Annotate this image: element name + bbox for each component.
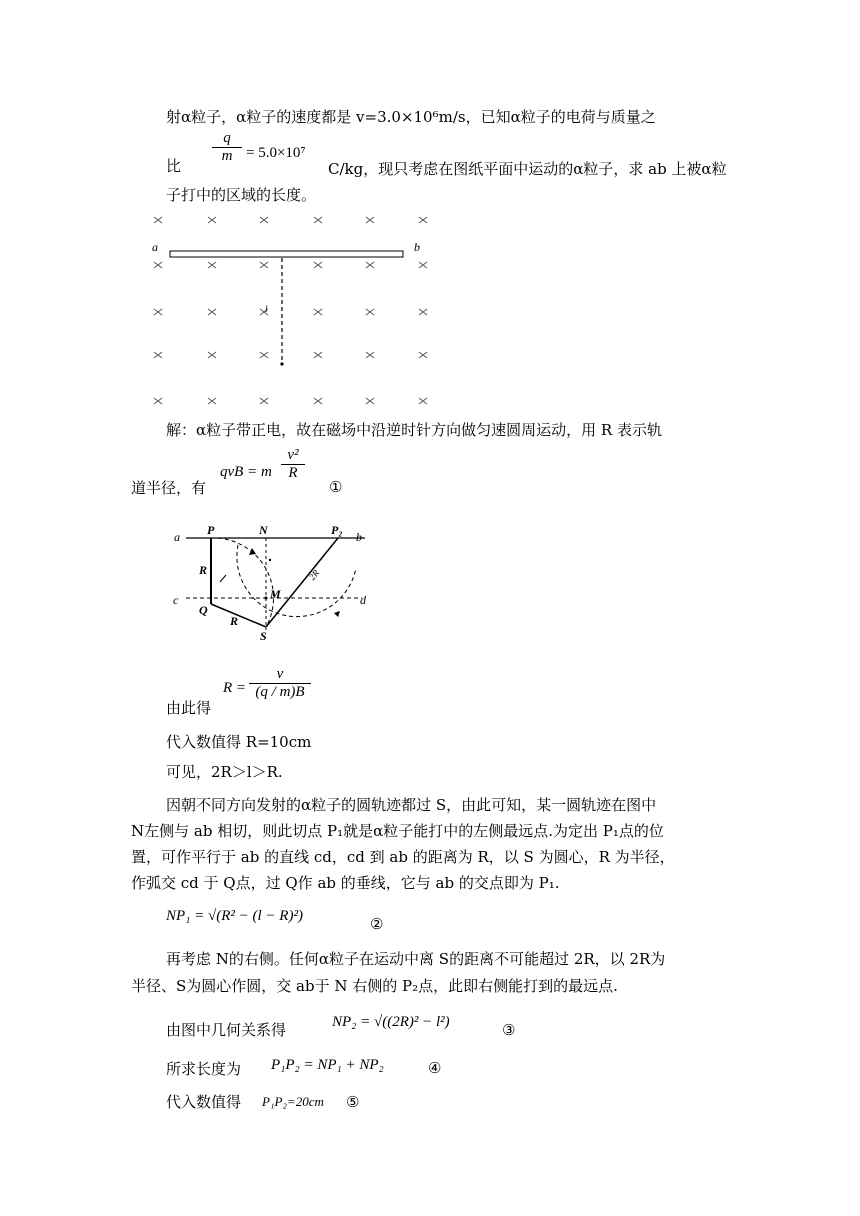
eqR-fraction (249, 666, 311, 701)
problem-line-2-bi: 比 (166, 157, 182, 175)
eq4-number: ④ (428, 1059, 442, 1077)
fig2-label-P2: P₂ (331, 523, 343, 537)
eq2-number: ② (370, 915, 384, 933)
eqR-numerator: v (249, 666, 311, 684)
problem-line-3: 子打中的区域的长度。 (166, 186, 317, 204)
solution-line-2: 道半径，有 (131, 479, 207, 497)
inequality: 可见，2R＞l＞R. (166, 763, 283, 781)
fig2-label-N: N (259, 523, 268, 537)
substitute-R: 代入数值得 R=10cm (166, 733, 312, 751)
fig2-label-M: M (270, 587, 281, 601)
point-M (265, 597, 268, 600)
fraction-denominator: m (221, 148, 233, 164)
eqR-prefix: 由此得 (166, 699, 212, 717)
segment-SP2 (266, 538, 338, 627)
fig2-label-b: b (356, 530, 362, 544)
eq2: NP₁ = √(R² − (l − R)²) (166, 908, 303, 924)
ratio-value: = 5.0×10⁷ (246, 145, 306, 161)
fig1-label-a: a (152, 240, 158, 254)
mid-dot (269, 559, 271, 561)
para2-line-2: N左侧与 ab 相切，则此切点 P₁就是α粒子能打中的左侧最远点.为定出 P₁点的位 (131, 822, 664, 840)
fig2-label-d: d (360, 593, 366, 607)
fig2-label-S: S (260, 629, 267, 643)
para2-line-3: 置，可作平行于 ab 的直线 cd，cd 到 ab 的距离为 R，以 S 为圆心，R 为半径， (131, 848, 675, 866)
eq3-prefix: 由图中几何关系得 (166, 1021, 287, 1039)
para3-line-2: 半径、S为圆心作圆，交 ab于 N 右侧的 P₂点，此即右侧能打到的最远点. (131, 977, 618, 995)
fraction-numerator: q (212, 130, 242, 148)
fig2-label-R1: R (199, 563, 208, 577)
eq5: P₁P₂=20cm (262, 1094, 324, 1109)
problem-line-2-rest: C/kg，现只考虑在图纸平面中运动的α粒子，求 ab 上被α粒 (328, 160, 727, 178)
eq1-denominator: R (288, 465, 298, 481)
eqR-left: R = (223, 680, 247, 696)
eq4-prefix: 所求长度为 (166, 1060, 242, 1078)
fig2-label-P: P (207, 523, 215, 537)
eq1-number: ① (329, 478, 343, 496)
eq3: NP₂ = √((2R)² − l²) (332, 1014, 450, 1030)
eq5-prefix: 代入数值得 (166, 1093, 242, 1111)
para2-line-1: 因朝不同方向发射的α粒子的圆轨迹都过 S，由此可知，某一圆轨迹在图中 (166, 796, 657, 814)
solution-line-1: 解：α粒子带正电，故在磁场中沿逆时针方向做匀速圆周运动，用 R 表示轨 (166, 421, 662, 439)
fig2-label-R2: R (230, 614, 239, 628)
arrow-head-1 (249, 548, 256, 555)
eq3-number: ③ (502, 1021, 516, 1039)
segment-QS (211, 604, 266, 627)
fig2-label-2R: 2R (306, 567, 322, 583)
eq1-left: qvB = m (220, 464, 272, 480)
eq4: P₁P₂ = NP₁ + NP₂ (271, 1057, 384, 1073)
problem-line-1: 射α粒子，α粒子的速度都是 v=3.0×10⁶m/s，已知α粒子的电荷与质量之 (166, 108, 656, 126)
eqR-denominator: (q / m)B (255, 684, 305, 700)
eq5-number: ⑤ (346, 1093, 360, 1111)
para3-line-1: 再考虑 N的右侧。任何α粒子在运动中离 S的距离不可能超过 2R，以 2R为 (166, 950, 666, 968)
arc-big (237, 545, 356, 617)
arrow-head-2 (334, 611, 340, 617)
para2-line-4: 作弧交 cd 于 Q点，过 Q作 ab 的垂线，它与 ab 的交点即为 P₁. (131, 874, 560, 892)
fig1-label-l: l (265, 304, 268, 314)
fig1-label-b: b (414, 240, 420, 254)
fig2-label-a: a (174, 530, 180, 544)
arrow-tick-left (220, 575, 226, 582)
fig2-label-c: c (173, 593, 179, 607)
fig2-label-Q: Q (199, 603, 208, 617)
eq1-numerator: v² (281, 447, 305, 465)
